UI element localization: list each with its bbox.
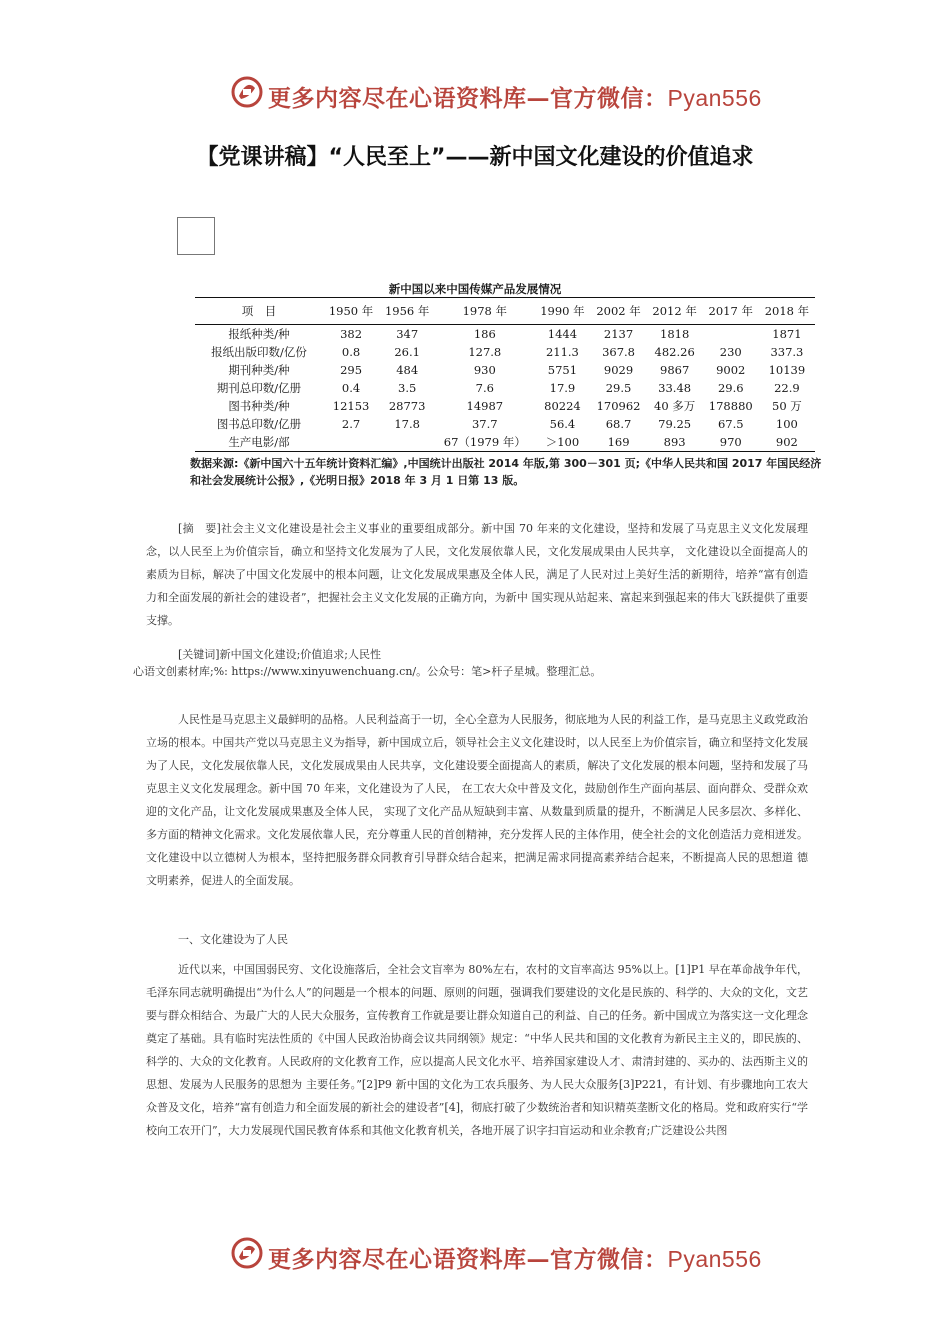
table-cell: 295 <box>340 363 363 377</box>
row-label: 报纸种类/种 <box>228 327 290 341</box>
table-cell: 1444 <box>547 327 578 341</box>
table-cell: 22.9 <box>774 381 800 395</box>
wechat-id: Pyan556 <box>667 85 762 111</box>
table-header-row <box>195 298 815 325</box>
table-cell: ＞100 <box>534 433 590 452</box>
table-row <box>195 361 815 379</box>
table-cell: 1871 <box>772 327 802 341</box>
table-cell: 367.8 <box>602 345 635 359</box>
table-cell: 80224 <box>544 399 581 413</box>
table-row <box>195 379 815 397</box>
table-cell: 28773 <box>388 399 426 413</box>
wechat-id: Pyan556 <box>667 1246 762 1272</box>
banner-text: 更多内容尽在心语资料库—官方微信：Pyan556 <box>268 85 762 112</box>
brand-logo-icon <box>230 75 264 109</box>
table-cell: 186 <box>473 327 496 341</box>
column-header: 2018 年 <box>759 298 815 325</box>
source-website-note: 心语文创素材库;%: https://www.xinyuwenchuang.cn/。公众号：笔>杆子星城。整理汇总。 <box>133 665 602 678</box>
table-row <box>195 415 815 433</box>
table-cell: 347 <box>396 327 419 341</box>
column-header: 1956 年 <box>379 298 435 325</box>
table-cell: 482.26 <box>654 345 695 359</box>
table-cell: 5751 <box>547 363 578 377</box>
column-header: 1950 年 <box>323 298 379 325</box>
table-row <box>195 343 815 361</box>
row-label: 图书总印数/亿册 <box>216 417 302 431</box>
table-cell <box>323 433 379 452</box>
table-cell: 893 <box>647 433 703 452</box>
table-cell: 178880 <box>708 399 753 413</box>
table-cell: 79.25 <box>658 417 692 431</box>
table-row <box>195 433 815 452</box>
table-cell: 10139 <box>768 363 806 377</box>
table-cell: 127.8 <box>468 345 502 359</box>
column-header: 2017 年 <box>703 298 759 325</box>
table-cell: 26.1 <box>394 345 420 359</box>
table-cell: 170962 <box>596 399 641 413</box>
body-paragraph: 近代以来，中国国弱民穷、文化设施落后，全社会文盲率为 80%左右，农村的文盲率高达 95%以上。[1]P1 早在革命战争年代，毛泽东同志就明确提出“为什么人”的问题是一个根本的问题、原则的问题，强调我们要建设的文化是民族的、科学的、大众的文化，文艺要与群众相结合、为最广大的人民大众服务，宣传教育工作就是要让群众知道自己的利益、自己的任务。新中国成立为落实这一文化理念奠定了基础。具有临时宪法性质的《中国人民政治协商会议共同纲领》规定：“中华人民共和国的文化教育为新民主主义的，即民族的、科学的、大众的文化教育。人民政府的文化教育工作，应以提高人民文化水平、培养国家建设人才、肃清封建的、买办的、法西斯主义的思想、发展为人民服务的思想为 主要任务。”[2]P9 新中国的文化为工农兵服务、为人民大众服务[3]P221，有计划、有步骤地向工农大众普及文化，培养“富有创造力和全面发展的新社会的建设者”[4]，彻底打破了少数统治者和知识精英垄断文化的格局。党和政府实行“学校向工农开门”，大力发展现代国民教育体系和其他文化教育机关，各地开展了识字扫盲运动和业余教育;广泛建设公共图 <box>146 963 808 1137</box>
table-cell: 29.6 <box>717 381 744 395</box>
table-cell: 100 <box>775 417 798 431</box>
body-paragraph: 人民性是马克思主义最鲜明的品格。人民利益高于一切，全心全意为人民服务，彻底地为人民的利益工作，是马克思主义政党政治立场的根本。中国共产党以马克思主义为指导，新中国成立后，领导社会主义文化建设时，以人民至上为价值宗旨，确立和坚持文化发展为了人民，文化发展依靠人民，文化发展成果由人民共享，文化建设要全面提高人的素质，解决了文化发展的根本问题，坚持和发展了马克思主义文化发展理念。新中国 70 年来，文化建设为了人民， 在工农大众中普及文化，鼓励创作生产面向基层、面向群众、受群众欢迎的文化产品，让文化发展成果惠及全体人民， 实现了文化产品从短缺到丰富、从数量到质量的提升，不断满足人民多层次、多样化、多方面的精神文化需求。文化发展依靠人民，充分尊重人民的首创精神，充分发挥人民的主体作用，使全社会的文化创造活力竞相迸发。文化建设中以立德树人为根本，坚持把服务群众同教育引导群众结合起来，把满足需求同提高素养结合起来，不断提高人民的思想道 德文明素养，促进人的全面发展。 <box>146 713 808 887</box>
table-cell <box>379 433 435 452</box>
row-label: 生产电影/部 <box>195 433 323 452</box>
table-cell: 40 多万 <box>654 399 696 413</box>
table-cell: 902 <box>759 433 815 452</box>
table-cell: 68.7 <box>605 417 632 431</box>
table-cell: 0.8 <box>341 345 361 359</box>
table-cell: 3.5 <box>398 381 417 395</box>
column-header: 项 目 <box>195 298 323 325</box>
table-cell: 211.3 <box>545 345 579 359</box>
table-cell: 7.6 <box>475 381 494 395</box>
page-title: 【党课讲稿】“人民至上”——新中国文化建设的价值追求 <box>196 145 754 170</box>
column-header: 2012 年 <box>647 298 703 325</box>
table-cell: 382 <box>340 327 363 341</box>
table-cell: 12153 <box>332 399 370 413</box>
table-title: 新中国以来中国传媒产品发展情况 <box>388 282 562 296</box>
table-cell: 37.7 <box>471 417 498 431</box>
table-cell: 337.3 <box>770 345 804 359</box>
table-cell: 14987 <box>466 399 504 413</box>
table-source-note: 数据来源:《新中国六十五年统计资料汇编》,中国统计出版社 2014 年版,第 300－301 页;《中华人民共和国 2017 年国民经济和社会发展统计公报》,《光明日报》2018 年 3 月 1 日第 13 版。 <box>190 457 822 487</box>
row-label: 期刊种类/种 <box>228 363 290 377</box>
table-cell: 17.8 <box>394 417 420 431</box>
table-cell: 169 <box>590 433 646 452</box>
media-stats-table <box>195 297 815 452</box>
table-cell <box>703 325 759 344</box>
table-cell: 67（1979 年） <box>435 433 534 452</box>
table-cell: 2.7 <box>341 417 361 431</box>
table-cell: 33.48 <box>658 381 692 395</box>
abstract-paragraph: [摘 要]社会主义文化建设是社会主义事业的重要组成部分。新中国 70 年来的文化建设，坚持和发展了马克思主义文化发展理念，以人民至上为价值宗旨，确立和坚持文化发展为了人民，文化发展依靠人民，文化发展成果由人民共享， 文化建设以全面提高人的素质为目标，解决了中国文化发展中的根本问题，让文化发展成果惠及全体人民，满足了人民对过上美好生活的新期待，培养“富有创造力和全面发展的新社会的建设者”，把握社会主义文化发展的正确方向，为新中 国实现从站起来、富起来到强起来的伟大飞跃提供了重要支撑。 <box>146 522 808 627</box>
table-cell: 9867 <box>660 363 690 377</box>
table-cell: 930 <box>473 363 496 377</box>
table-row <box>195 325 815 344</box>
column-header: 1990 年 <box>534 298 590 325</box>
table-cell: 50 万 <box>772 399 802 413</box>
table-cell: 56.4 <box>549 417 576 431</box>
row-label: 期刊总印数/亿册 <box>216 381 302 395</box>
header-banner <box>0 74 950 114</box>
row-label: 图书种类/种 <box>228 399 290 413</box>
table-cell: 2137 <box>603 327 634 341</box>
table-cell: 9002 <box>716 363 746 377</box>
footer-banner <box>0 1235 950 1275</box>
table-cell: 1818 <box>660 327 690 341</box>
table-cell: 9029 <box>603 363 634 377</box>
table-cell: 17.9 <box>549 381 576 395</box>
keywords-line: [关键词]新中国文化建设;价值追求;人民性 <box>178 648 381 661</box>
table-cell: 67.5 <box>717 417 744 431</box>
banner-text: 更多内容尽在心语资料库—官方微信：Pyan556 <box>268 1246 762 1273</box>
section-heading: 一、文化建设为了人民 <box>178 933 288 946</box>
table-cell: 29.5 <box>605 381 632 395</box>
column-header: 2002 年 <box>590 298 646 325</box>
broken-image-icon <box>177 217 215 255</box>
row-label: 报纸出版印数/亿份 <box>211 345 307 359</box>
table-cell: 0.4 <box>341 381 361 395</box>
table-cell: 230 <box>719 345 742 359</box>
brand-logo-icon <box>230 1236 264 1270</box>
table-row <box>195 397 815 415</box>
column-header: 1978 年 <box>435 298 534 325</box>
table-cell: 484 <box>396 363 419 377</box>
table-cell: 970 <box>703 433 759 452</box>
